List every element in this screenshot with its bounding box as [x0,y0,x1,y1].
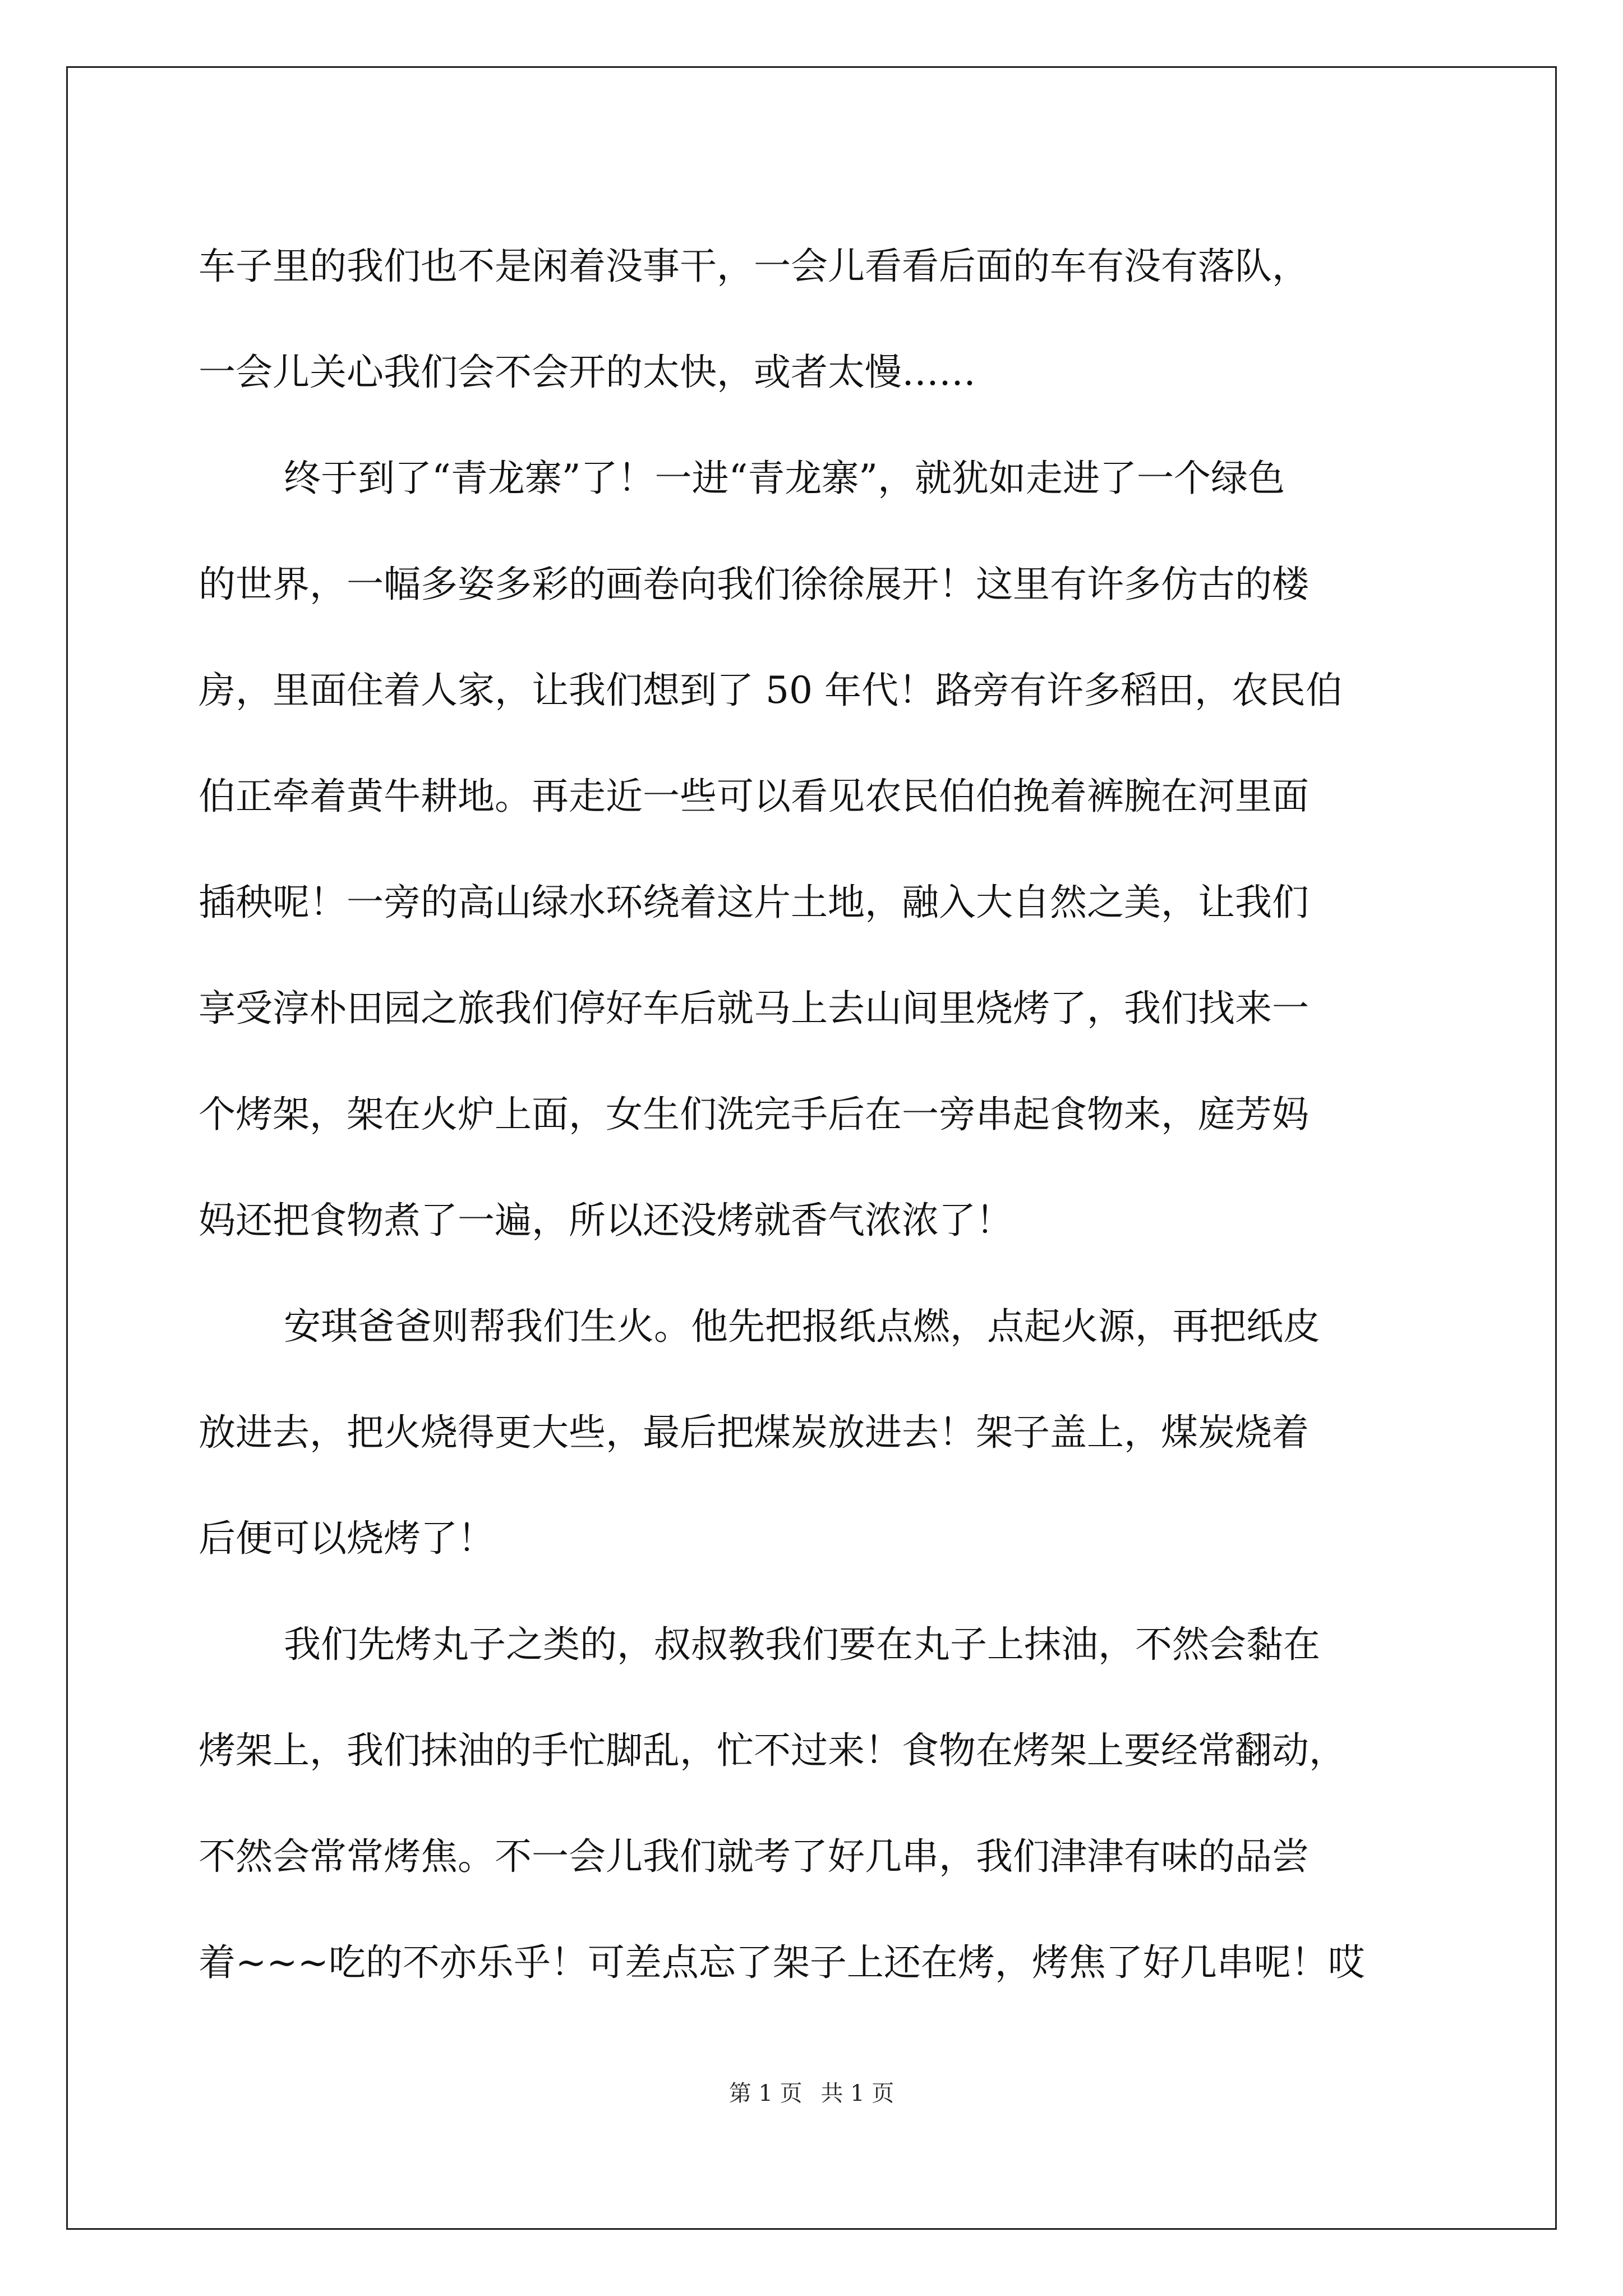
text-line: 妈还把食物煮了一遍，所以还没烤就香气浓浓了！ [199,1199,1013,1242]
text-line: 的世界，一幅多姿多彩的画卷向我们徐徐展开！这里有许多仿古的楼 [199,563,1309,606]
text-line: 车子里的我们也不是闲着没事干，一会儿看看后面的车有没有落队， [199,245,1309,288]
text-line: 放进去，把火烧得更大些，最后把煤炭放进去！架子盖上，煤炭烧着 [199,1411,1309,1454]
page-number-current: 第 1 页 [728,2081,803,2106]
text-line: 终于到了“青龙寨”了！一进“青龙寨”，就犹如走进了一个绿色 [284,457,1285,500]
document-body [199,213,1432,2016]
page-footer [0,2076,1623,2108]
text-line: 烤架上，我们抹油的手忙脚乱，忙不过来！食物在烤架上要经常翻动， [199,1729,1346,1772]
text-line: 不然会常常烤焦。不一会儿我们就考了好几串，我们津津有味的品尝 [199,1835,1309,1878]
page-number-total: 共 1 页 [820,2081,895,2106]
text-line: 后便可以烧烤了！ [199,1517,495,1560]
text-line: 个烤架，架在火炉上面，女生们洗完手后在一旁串起食物来，庭芳妈 [199,1093,1309,1136]
text-line: 我们先烤丸子之类的，叔叔教我们要在丸子上抹油，不然会黏在 [284,1623,1320,1666]
text-line: 安琪爸爸则帮我们生火。他先把报纸点燃，点起火源，再把纸皮 [284,1305,1320,1348]
text-line: 伯正牵着黄牛耕地。再走近一些可以看见农民伯伯挽着裤腕在河里面 [199,775,1309,818]
text-line: 房，里面住着人家，让我们想到了 50 年代！路旁有许多稻田，农民伯 [199,669,1343,712]
text-line: 享受淳朴田园之旅我们停好车后就马上去山间里烧烤了，我们找来一 [199,987,1309,1030]
text-line: 插秧呢！一旁的高山绿水环绕着这片土地，融入大自然之美，让我们 [199,881,1309,924]
text-line: 着~~~吃的不亦乐乎！可差点忘了架子上还在烤，烤焦了好几串呢！哎 [199,1941,1365,1984]
text-line: 一会儿关心我们会不会开的太快，或者太慢…… [199,351,976,394]
